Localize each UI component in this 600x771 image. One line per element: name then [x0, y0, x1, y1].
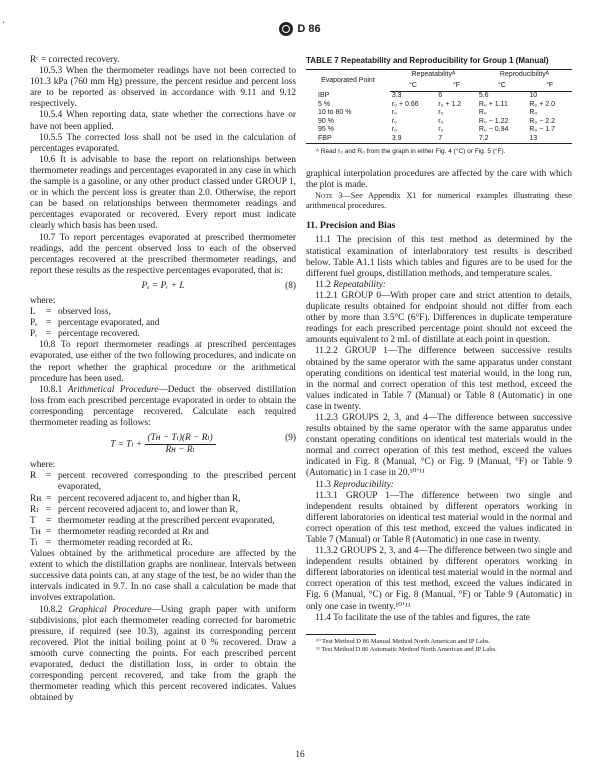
definition-symbol: Rₗ: [30, 504, 39, 515]
definition-symbol: R: [30, 471, 37, 482]
definition-text: percentage evaporated, and: [58, 318, 160, 329]
equation-8: [30, 281, 296, 292]
paragraph-11-2-3: 11.2.3 GROUPS 2, 3, and 4—The difference between successive results obtained by the same operator with the same apparatus under constant operating conditions on identical test materials would in the normal and correct operation of this test method, exceed the values indicated in Fig. 8 (Manual, °C) or Fig. 9 (Manual, °F) or Table 9 (Automatic) in 1 case in 20.¹⁰ʼ¹¹: [306, 412, 572, 479]
where-label: where:: [30, 460, 56, 471]
definitions-eq9: [30, 471, 296, 549]
paragraph-11-3: 11.3 Reproducibility:: [315, 479, 394, 490]
paragraph-10-7: 10.7 To report percentages evaporated at prescribed thermometer readings, add the percent observed loss to each of the observed percentages recovered at the prescribed thermometer readings, and report these results as the respective percentages evaporated, that is:: [30, 232, 296, 276]
definition-symbol: Tₗ: [30, 537, 38, 548]
reproducibility-heading: Reproducibility:: [333, 479, 394, 490]
header-repeatability: Repeatabilityᴬ: [390, 70, 477, 81]
header-unit-c: °C: [390, 81, 436, 92]
table-7: [306, 55, 572, 157]
definition-text: thermometer reading recorded at Rʜ and: [58, 526, 209, 537]
header-unit-c: °C: [477, 81, 528, 92]
section-11-title: 11. Precision and Bias: [306, 220, 396, 232]
definition-text: observed loss,: [58, 307, 111, 318]
header-unit-f: °F: [436, 81, 477, 92]
table-row: 90 % r₀ r₀ R₀ − 1.22 R₀ − 2.2: [318, 117, 555, 125]
arithmetical-procedure-title: Arithmetical Procedure: [67, 384, 159, 395]
definitions-eq8: [30, 307, 296, 340]
paragraph-10-5-3: 10.5.3 When the thermometer readings have not been corrected to 101.3 kPa (760 mm Hg) pressure, the percent residue and percent loss are to be reported as observed in accordance with 9.11 and 9.12 respectively.: [30, 66, 296, 110]
paragraph-10-6: 10.6 It is advisable to base the report on relationships between thermometer readings and percentages evaporated in any case in which the sample is a gasoline, or any other product classed under GROUP 1, or in which the percent loss is greater than 2.0. Otherwise, the report can be based on relationships between thermometer readings and percentages evaporated or recovered. Every report must indicate clearly which basis has been used.: [30, 154, 296, 232]
definition-text: percent recovered adjacent to, and lower than R,: [58, 504, 238, 515]
definition-text: percent recovered adjacent to, and higher than R,: [58, 493, 241, 504]
definition-row: T = thermometer reading at the prescribed percent evaporated,: [30, 516, 296, 527]
page-header: [0, 22, 600, 36]
definition-row: Rʜ = percent recovered adjacent to, and higher than R,: [30, 494, 296, 505]
right-column: [306, 55, 572, 654]
page-number: 16: [295, 750, 305, 760]
note-3: [306, 191, 572, 211]
designation: D 86: [297, 23, 321, 35]
header-reproducibility: Reproducibilityᴬ: [477, 70, 572, 81]
paragraph-11-4: 11.4 To facilitate the use of the tables and figures, the rate: [315, 612, 530, 623]
equation-8-body: Pₑ = Pᵣ + L: [141, 280, 185, 291]
paragraph-11-3-1: 11.3.1 GROUP 1—The difference between two single and independent results obtained by different operators working in different laboratories on identical test material would in the normal and correct operation of this test method, exceed the values indicated in Table 7 (Manual) or Table 8 (Automatic) in one case in twenty.: [306, 490, 572, 545]
footnote-11: ¹¹ Test Method D 86 Automatic Method North American and IP Labs.: [316, 645, 497, 653]
definition-text: thermometer reading recorded at Rₗ.: [58, 537, 193, 548]
definition-text: percent recovered corresponding to the prescribed percent evaporated,: [58, 471, 296, 493]
repeatability-heading: Repeatability:: [333, 279, 386, 290]
paragraph-11-2-1: 11.2.1 GROUP 0—With proper care and strict attention to details, duplicate results obtained for endpoint should not differ from each other by more than 3.5°C (6°F). Differences in duplicate temperature readings for each prescribed percentage point should not exceed the amounts equivalent to 2 mL of distillate at each point in question.: [306, 290, 572, 346]
definition-symbol: Pᵣ: [30, 329, 38, 340]
definition-row: R = percent recovered corresponding to the prescribed percent evaporated,: [30, 471, 296, 493]
definition-text: thermometer reading at the prescribed percent evaporated,: [58, 515, 275, 526]
header-unit-f: °F: [527, 81, 572, 92]
paragraph-graphical-care: graphical interpolation procedures are affected by the care with which the plot is made.: [306, 169, 572, 191]
paragraph-rc: Rᶜ = corrected recovery.: [30, 55, 120, 65]
definition-row: Tʜ = thermometer reading recorded at Rʜ and: [30, 527, 296, 538]
definition-row: Tₗ = thermometer reading recorded at Rₗ.: [30, 538, 296, 549]
paragraph-11-2: 11.2 Repeatability:: [315, 279, 386, 290]
equation-9-fraction: [145, 433, 216, 456]
paragraph-10-8-1: 10.8.1 Arithmetical Procedure—Deduct the observed distillation loss from each prescribed percentage evaporated in order to obtain the corresponding percentage recovered. Calculate each required thermometer reading as follows:: [30, 384, 296, 428]
definition-row: Pₑ = percentage evaporated, and: [30, 318, 296, 329]
graphical-procedure-title: Graphical Procedure: [68, 604, 152, 615]
astm-logo-icon: [279, 22, 293, 36]
header-evaporated-point: Evaporated Point: [306, 70, 390, 92]
note-3-label: Note 3: [315, 191, 343, 201]
paragraph-10-8: 10.8 To report thermometer readings at prescribed percentages evaporated, use either of the two following procedures, and indicate on the report whether the graphical procedure or the arithmetical procedure has been used.: [30, 340, 296, 384]
paragraph-10-8-2: 10.8.2 Graphical Procedure—Using graph paper with uniform subdivisions, plot each thermometer reading corrected for barometric pressure, if required (see 10.3), against its corresponding percent recovered. Plot the initial boiling point at 0 % recovered. Draw a smooth curve connecting the points. For each prescribed percent evaporated, deduct the distillation loss, in order to obtain the corresponding percent recovered, and take from the graph the thermometer reading which this percent recovered indicates. Values obtained by: [30, 604, 296, 704]
paragraph-10-5-4: 10.5.4 When reporting data, state whether the corrections have or have not been applied.: [30, 110, 296, 132]
paragraph-11-3-2: 11.3.2 GROUPS 2, 3, and 4—The difference between two single and independent results obtained by different operators working in different laboratories on identical test material would in the normal and correct operation of this test method, exceed the values indicated in Fig. 6 (Manual, °C) or Fig. 8 (Manual, °F) or Table 9 (Automatic) in only one case in twenty.¹⁰ʼ¹¹: [306, 546, 572, 612]
table-row: 5 % r₀ + 0.66 r₀ + 1.2 R₀ + 1.11 R₀ + 2.0: [318, 100, 555, 108]
definition-text: percentage recovered.: [58, 329, 140, 340]
definition-symbol: Tʜ: [30, 526, 41, 537]
table-7-grid: [306, 69, 572, 144]
paragraph-11-1: 11.1 The precision of this test method as determined by the statistical examination of interlaboratory test results is described below. Table A1.1 lists which tables and figures are to be used for the different fuel groups, distillation methods, and temperature scales.: [306, 235, 572, 279]
paragraph-arithmetical-notes: Values obtained by the arithmetical procedure are affected by the extent to which the distillation graphs are nonlinear. Intervals between successive data points can, at any stage of the test, be no wider than the intervals indicated in 9.7. In no case shall a calculation be made that involves extrapolation.: [30, 549, 296, 604]
definition-row: L = observed loss,: [30, 307, 296, 318]
note-3-text: —See Appendix X1 for numerical examples illustrating these arithmetical procedures.: [306, 191, 572, 211]
table-7-footnote: ᴬ Read r₀ and R₀ from the graph in either Fig. 4 (°C) or Fig. 5 (°F).: [316, 148, 506, 156]
equation-9-numerator: (Tʜ − Tₗ)(R − Rₗ): [145, 433, 216, 445]
definition-symbol: Rʜ: [30, 493, 42, 504]
equation-9-number: (9): [285, 433, 296, 444]
footnote-rule: [306, 634, 376, 635]
where-label: where:: [30, 295, 56, 306]
definition-symbol: T: [30, 515, 36, 526]
definition-symbol: L: [30, 307, 36, 318]
footnote-10: ¹⁰ Test Method D 86 Manual Method North American and IP Labs.: [316, 637, 491, 645]
table-row: 95 % r₀ r₀ R₀ − 0.94 R₀ − 1.7: [318, 126, 555, 134]
table-7-title: TABLE 7 Repeatability and Reproducibility for Group 1 (Manual): [306, 56, 549, 65]
equation-8-number: (8): [285, 280, 296, 291]
left-column: [30, 55, 296, 704]
equation-9: [30, 433, 296, 456]
margin-mark: ': [3, 20, 5, 30]
table-row: IBP 3.3 6 5.6 10: [318, 91, 538, 100]
table-row: 10 to 80 % r₀ r₀ R₀ R₀: [318, 109, 538, 117]
equation-9-denominator: Rʜ − Rₗ: [165, 445, 195, 456]
definition-row: Rₗ = percent recovered adjacent to, and lower than R,: [30, 505, 296, 516]
paragraph-10-5-5: 10.5.5 The corrected loss shall not be used in the calculation of percentages evaporated.: [30, 132, 296, 154]
definition-row: Pᵣ = percentage recovered.: [30, 329, 296, 340]
table-row: FBP 3.9 7 7.2 13: [306, 135, 572, 144]
definition-symbol: Pₑ: [30, 318, 38, 329]
paragraph-11-2-2: 11.2.2 GROUP 1—The difference between successive results obtained by the same operator with the same apparatus under constant operating conditions on identical test material would, in the long run, in the normal and correct operation of this test method, exceed the values indicated in Table 7 (Manual) or Table 8 (Automatic) in one case in twenty.: [306, 346, 572, 412]
equation-9-lhs: T = Tₗ +: [110, 439, 143, 450]
